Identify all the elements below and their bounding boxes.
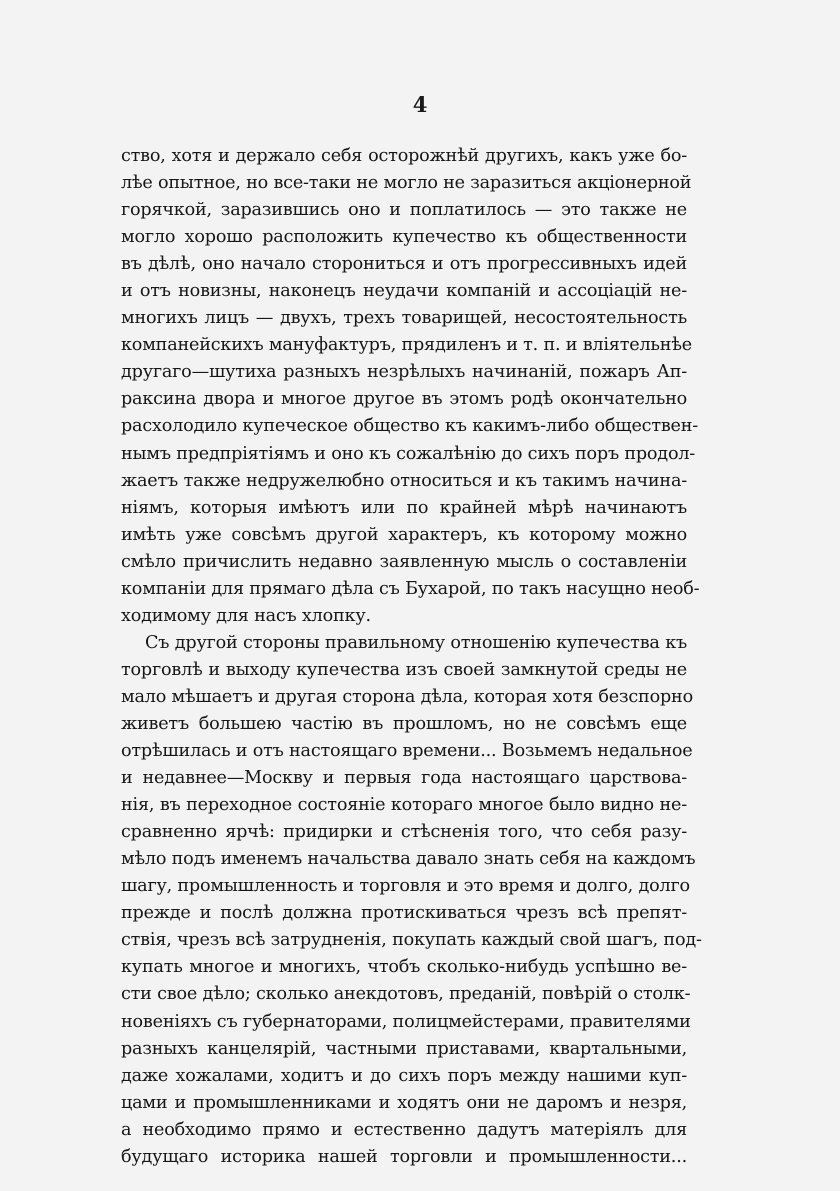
text-line: а необходимо прямо и естественно дадутъ матеріялъ для <box>121 1119 687 1140</box>
text-line: прежде и послѣ должна протискиваться чрезъ всѣ препят- <box>121 903 687 924</box>
text-line: могло хорошо расположить купечество къ общественности <box>121 227 687 248</box>
text-line: живетъ большею частію въ прошломъ, но не совсѣмъ еще <box>121 713 687 734</box>
text-line: новеніяхъ съ губернаторами, полицмейстерами, правителями <box>121 1011 691 1032</box>
text-line: нымъ предпріятіямъ и оно къ сожалѣнію до сихъ поръ продол- <box>121 443 696 464</box>
text-line: въ дѣлѣ, оно начало сторониться и отъ прогрессивныхъ идей <box>121 254 687 275</box>
text-line: будущаго историка нашей торговли и промышленности... <box>121 1146 687 1167</box>
body-text <box>121 143 702 1171</box>
text-line: шагу, промышленность и торговля и это время и долго, долго <box>121 876 690 897</box>
text-line: купать многое и многихъ, чтобъ сколько-нибудь успѣшно ве- <box>121 957 687 978</box>
page-number: 4 <box>412 92 428 117</box>
text-line: Съ другой стороны правильному отношенію купечества къ <box>145 632 687 653</box>
text-line: нія, въ переходное состояніе котораго многое было видно не- <box>121 795 687 816</box>
text-line: лѣе опытное, но все-таки не могло не заразиться акціонерной <box>121 173 692 194</box>
text-line: мало мѣшаетъ и другая сторона дѣла, которая хотя безспорно <box>121 686 693 707</box>
text-line: другаго—шутиха разныхъ незрѣлыхъ начинаній, пожаръ Ап- <box>121 362 687 383</box>
text-line: компанейскихъ мануфактуръ, прядиленъ и т. п. и вліятельнѣе <box>121 335 692 356</box>
text-line: сравненно ярчѣ: придирки и стѣсненія того, что себя разу- <box>121 822 687 843</box>
text-line: многихъ лицъ — двухъ, трехъ товарищей, несостоятельность <box>121 308 687 329</box>
text-line: и недавнее—Москву и первыя года настоящаго царствова- <box>121 768 687 789</box>
text-line: разныхъ канцелярій, частными приставами, квартальными, <box>121 1038 687 1059</box>
text-line: отрѣшилась и отъ настоящаго времени... Возьмемъ недальное <box>121 741 693 762</box>
text-line: ніямъ, которыя имѣютъ или по крайней мѣрѣ начинаютъ <box>121 497 687 518</box>
text-line: ствія, чрезъ всѣ затрудненія, покупать каждый свой шагъ, под- <box>121 930 702 951</box>
text-line: компаніи для прямаго дѣла съ Бухарой, по такъ насущно необ- <box>121 578 700 599</box>
text-line: жаетъ также недружелюбно относиться и къ такимъ начина- <box>121 470 687 491</box>
text-line: даже хожалами, ходитъ и до сихъ поръ между нашими куп- <box>121 1065 687 1086</box>
text-line: и отъ новизны, наконецъ неудачи компаній и ассоціацій не- <box>121 281 687 302</box>
text-line: горячкой, заразившись оно и поплатилось — это также не <box>121 200 687 221</box>
paragraph-2 <box>121 630 702 1171</box>
paragraph-1 <box>121 143 700 630</box>
text-line: раксина двора и многое другое въ этомъ родѣ окончательно <box>121 389 687 410</box>
text-line: сти свое дѣло; сколько анекдотовъ, преданій, повѣрій о столк- <box>121 984 691 1005</box>
text-line: смѣло причислить недавно заявленную мысль о составленіи <box>121 551 687 572</box>
text-line: ство, хотя и держало себя осторожнѣй другихъ, какъ уже бо- <box>121 146 687 166</box>
text-line: расхолодило купеческое общество къ какимъ-либо обществен- <box>121 416 699 437</box>
text-line: цами и промышленниками и ходятъ они не даромъ и незря, <box>121 1092 687 1113</box>
text-line: торговлѣ и выходу купечества изъ своей замкнутой среды не <box>121 659 687 680</box>
text-line: ходимому для насъ хлопку. <box>121 605 371 626</box>
text-line: имѣть уже совсѣмъ другой характеръ, къ которому можно <box>121 524 687 545</box>
text-line: мѣло подъ именемъ начальства давало знать себя на каждомъ <box>121 849 696 870</box>
